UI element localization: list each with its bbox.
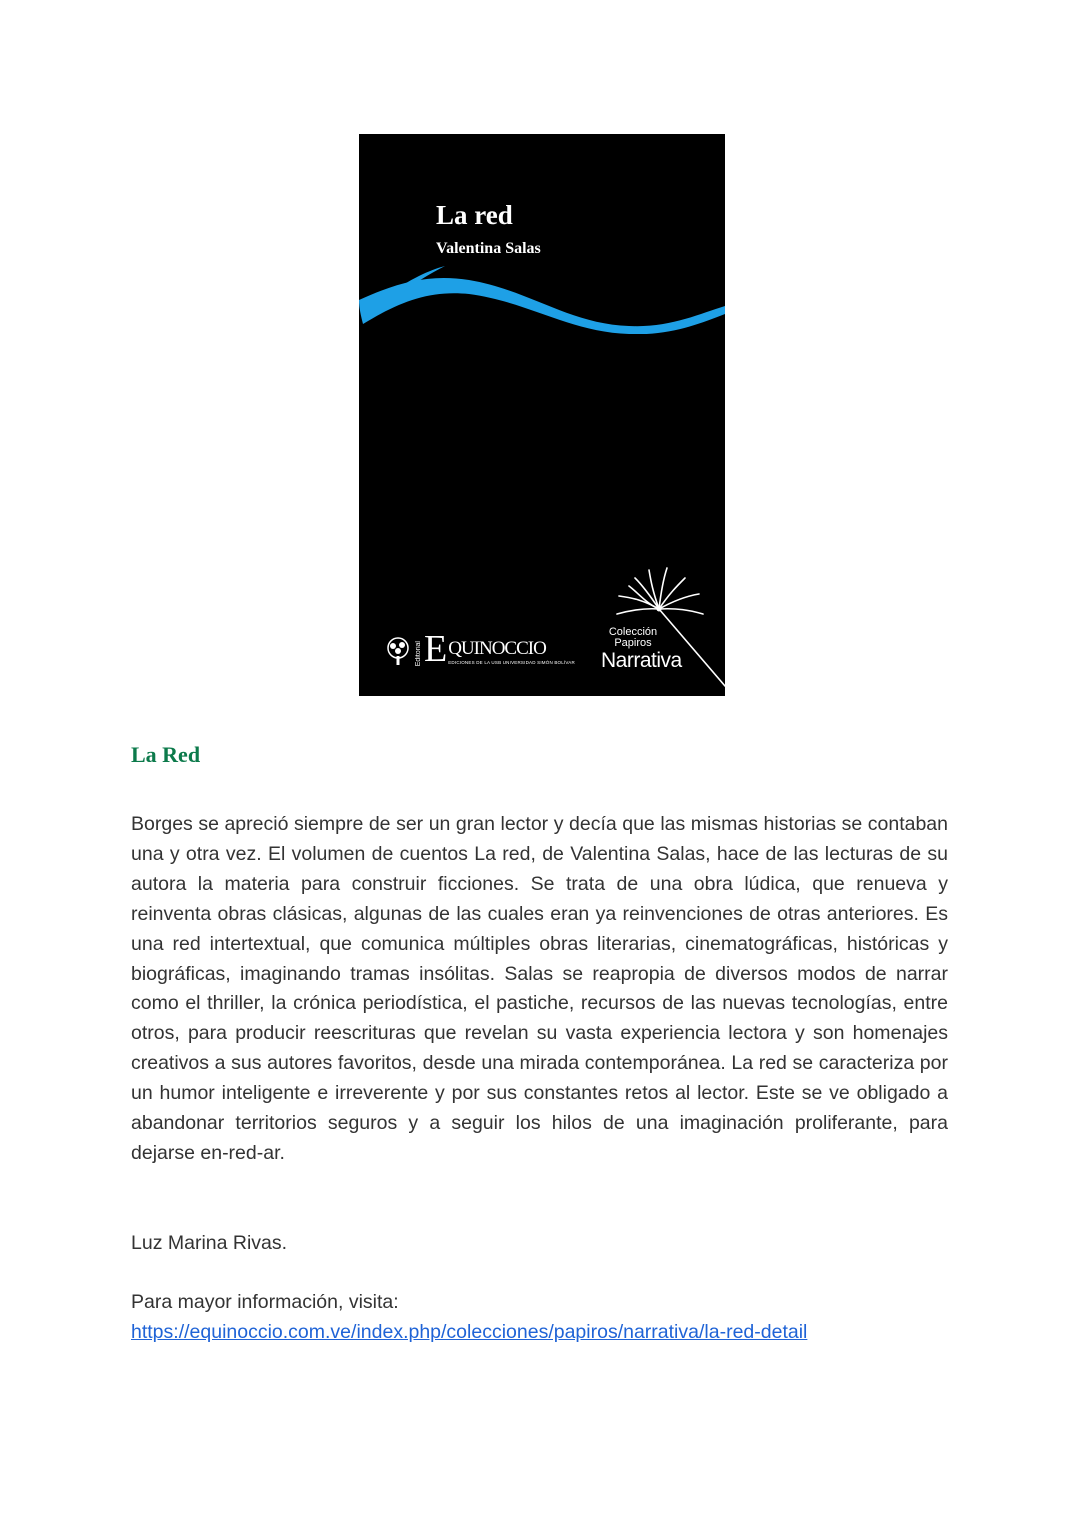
detail-link[interactable]: https://equinoccio.com.ve/index.php/colecciones/papiros/narrativa/la-red-detail [131, 1320, 808, 1343]
publisher-name: QUINOCCIO [448, 638, 546, 659]
article-title: La Red [131, 742, 201, 767]
collection-label [603, 627, 663, 649]
cover-author: Valentina Salas [436, 240, 541, 257]
cover-title: La red [436, 200, 513, 230]
tree-emblem-icon [383, 636, 413, 666]
publisher-subtitle: EDICIONES DE LA USB UNIVERSIDAD SIMÓN BOLÍVAR [448, 660, 575, 665]
book-cover-image [359, 134, 725, 696]
collection-line2: Papiros [614, 637, 652, 649]
author-signature: Luz Marina Rivas. [131, 1232, 288, 1254]
collection-name: Narrativa [601, 649, 682, 672]
publisher-editorial-label: Editorial [415, 640, 422, 666]
equinoccio-logo [383, 628, 575, 670]
more-info [131, 1288, 807, 1348]
collection-line1: Colección [608, 626, 658, 638]
article-body: Borges se apreció siempre de ser un gran lector y decía que las mismas historias se contaban una y otra vez. El volumen de cuentos La red, de Valentina Salas, hace de las lecturas de su autora la materia para construir ficciones. Se trata de una obra lúdica, que renueva y reinventa obras clásicas, algunas de las cuales eran ya reinvenciones de otras anteriores. Es una red intertextual, que comunica múltiples obras literarias, cinematográficas, históricas y biográficas, imaginando tramas insólitas. Salas se reapropia de diversos modos de narrar como el thriller, la crónica periodística, el pastiche, recursos de las nuevas tecnologías, entre otros, para producir reescrituras que revelan su vasta experiencia lectora y son homenajes creativos a sus autores favoritos, desde una mirada contemporánea. La red se caracteriza por un humor inteligente e irreverente y por sus constantes retos al lector. Este se ve obligado a abandonar territorios seguros y a seguir los hilos de una imaginación proliferante, para dejarse en-red-ar. [131, 813, 948, 1164]
publisher-initial: E [424, 628, 448, 670]
blue-wave-graphic [359, 262, 725, 334]
more-info-label: Para mayor información, visita: [131, 1291, 399, 1313]
